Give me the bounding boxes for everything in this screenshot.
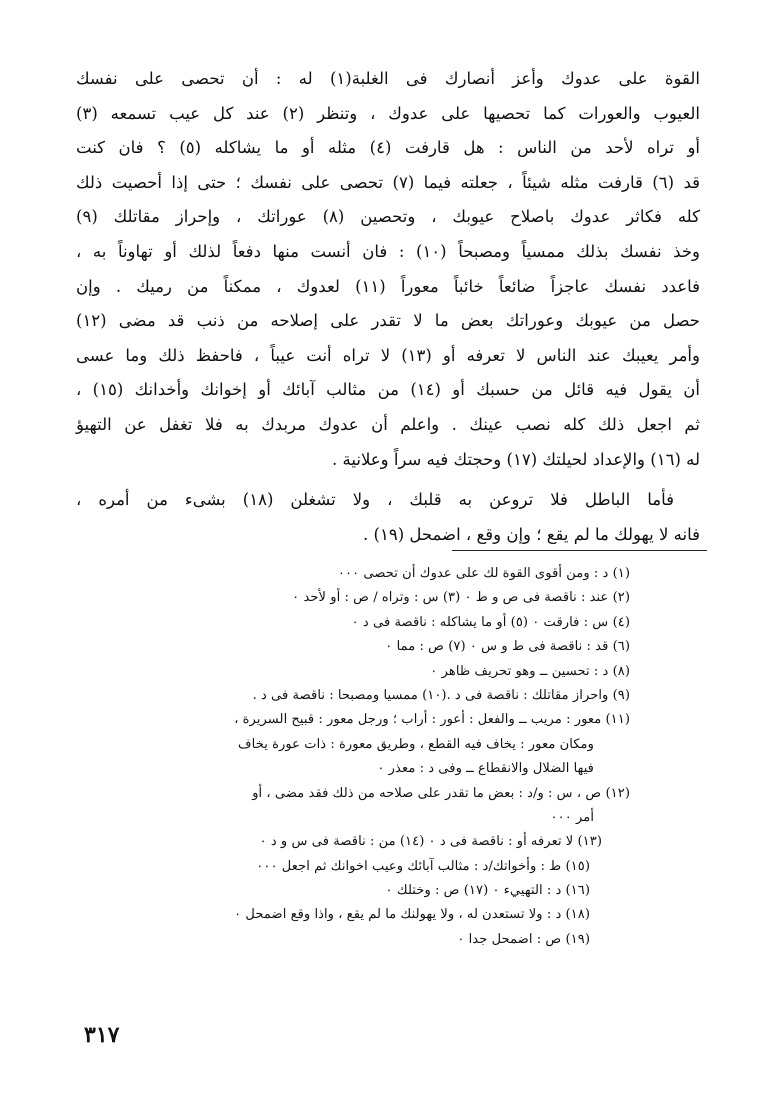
body-line: له (١٦) والإعداد لحيلتك (١٧) وحجتك فيه سراً وعلانية . — [332, 449, 700, 469]
footnote: (١٦) د : التهييء ٠ (١٧) ص : وختلك ٠ — [385, 883, 590, 899]
body-line: ثم اجعل ذلك كله نصب عينك . واعلم أن عدوك مربدك به فلا تغفل عن التهيؤ — [76, 414, 700, 434]
body-line: قد (٦) قارفت مثله شيئاً ، جعلته فيما (٧) تحصى على نفسك ؛ حتى إذا أحصيت ذلك — [76, 172, 701, 192]
body-line: أو تراه لأحد من الناس : هل قارفت (٤) مثله أو ما يشاكله (٥) ؟ فان كنت — [76, 138, 700, 158]
page-number: ٣١٧ — [84, 1022, 120, 1048]
footnote: (١) د : ومن أقوى القوة لك على عدوك أن تحصى ٠٠٠ — [337, 566, 630, 581]
footnote: (٤) س : فارقت ٠ (٥) أو ما يشاكله : ناقصة فى د ٠ — [351, 614, 630, 630]
footnote: (٦) قد : ناقصة فى ط و س ٠ (٧) ص : مما ٠ — [385, 639, 630, 655]
footnote: (١١) معور : مريب ــ والفعل : أعور : أراب ؛ ورجل معور : قبيح السريرة ، — [234, 712, 630, 728]
body-line: العيوب والعورات كما تحصيها على عدوك ، وتنظر (٢) عند كل عيب تسمعه (٣) — [76, 103, 700, 123]
footnote-continuation: ومكان معور : يخاف فيه القطع ، وطريق معورة : ذات عورة يخاف — [238, 736, 594, 752]
footnote: (٢) عند : ناقصة فى ص و ط ٠ (٣) س : وتراه / ص : أو لأحد ٠ — [292, 590, 630, 606]
body-line: فأما الباطل فلا تروعن به قلبك ، ولا تشغلن (١٨) بشىء من أمره ، — [76, 490, 674, 510]
footnote-continuation: فيها الضلال والانقطاع ــ وفى د : معذر ٠ — [377, 761, 594, 777]
footnote: (٨) د : تحسين ــ وهو تحريف ظاهر ٠ — [430, 663, 630, 679]
footnote: (١٥) ط : وأخواتك/د : مثالب آبائك وعيب اخوانك ثم اجعل ٠٠٠ — [256, 858, 590, 874]
body-line: القوة على عدوك وأعز أنصارك فى الغلبة(١) له : أن تحصى على نفسك — [76, 69, 700, 88]
body-line: فانه لا يهولك ما لم يقع ؛ وإن وقع ، اضمحل (١٩) . — [363, 524, 700, 544]
body-line: وأمر يعيبك عند الناس لا تعرفه أو (١٣) لا تراه أنت عيباً ، فاحفظ ذلك وما عسى — [76, 345, 700, 365]
footnotes — [70, 562, 630, 952]
footnote: (٩) واحراز مقاتلك : ناقصة فى د .(١٠) ممسيا ومصبحا : ناقصة فى د . — [252, 687, 630, 703]
body-line: وخذ نفسك بذلك ممسياً ومصبحاً (١٠) : فان أنست منها دفعاً لذلك أو تهاوناً به ، — [76, 241, 701, 261]
body-line: فاعدد نفسك عاجزاً ضائعاً خائباً معوراً (١١) لعدوك ، ممكناً من رميك . وإن — [76, 276, 700, 296]
main-text — [76, 62, 700, 552]
body-line: حصل من عيوبك وعوراتك بعض ما لا تقدر على إصلاحه من ذنب قد مضى (١٢) — [76, 311, 700, 331]
body-line: كله فكاثر عدوك باصلاح عيوبك ، وتحصين (٨) عوراتك ، وإحراز مقاتلك (٩) — [76, 207, 700, 227]
footnote: (١٩) ص : اضمحل جدا ٠ — [457, 931, 590, 947]
footnote: (١٢) ص ، س : و/د : بعض ما تقدر على صلاحه من ذلك فقد مضى ، أو — [252, 785, 630, 801]
footnote: (١٣) لا تعرفه أو : ناقصة فى د ٠ (١٤) من : ناقصة فى س و د ٠ — [259, 834, 602, 850]
footnote-continuation: أمر ٠٠٠ — [550, 809, 594, 825]
footnote-separator — [452, 550, 707, 551]
footnote: (١٨) د : ولا تستعدن له ، ولا يهولنك ما لم يقع ، واذا وقع اضمحل ٠ — [234, 907, 590, 923]
body-line: أن يقول فيه قائل من حسبك أو (١٤) من مثالب آبائك أو إخوانك وأخدانك (١٥) ، — [76, 380, 701, 400]
